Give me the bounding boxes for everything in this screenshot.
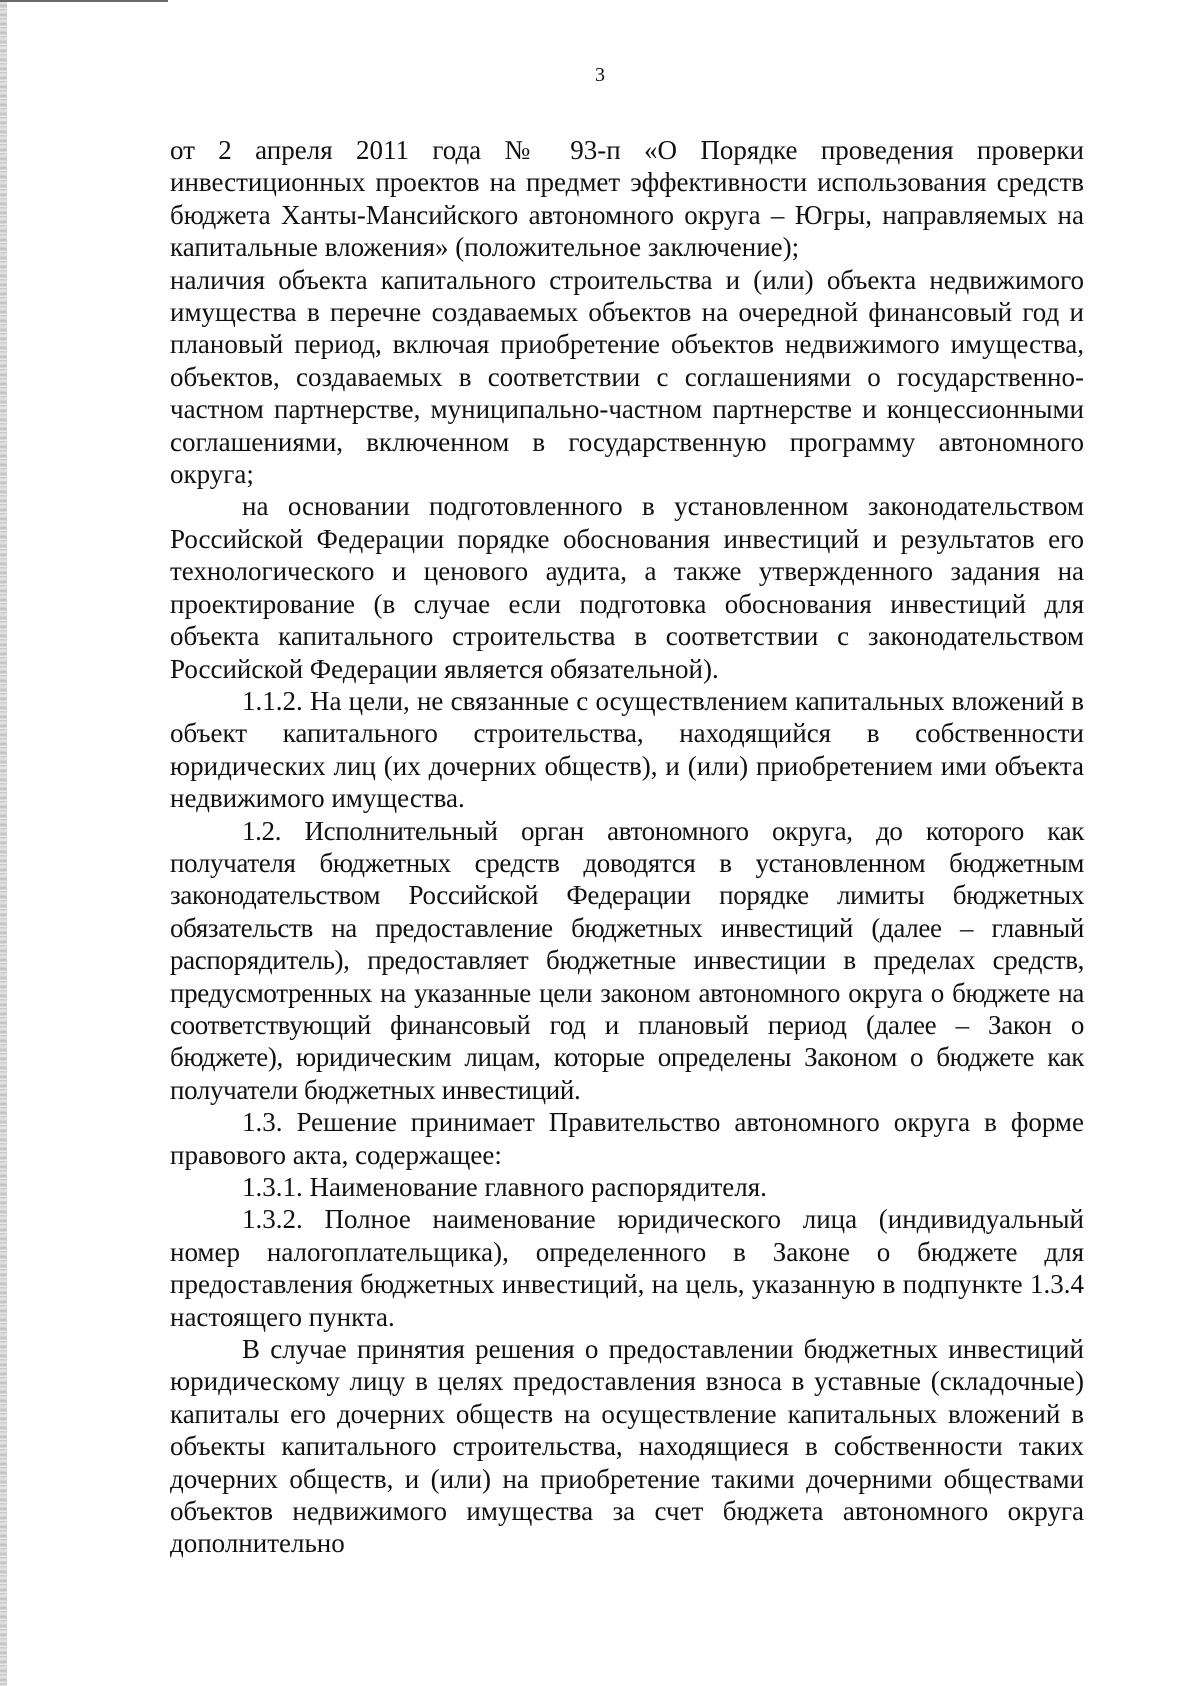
- paragraph-decree-reference: от 2 апреля 2011 года № 93-п «О Порядке проведения проверки инвестиционных проектов на предмет эффективности использования средств бюджета Ханты-Мансийского автономного округа – Югры, направляемых на капитальные вложения» (положительное заключение);: [170, 135, 1084, 263]
- scan-edge-shadow: [0, 0, 7, 1686]
- paragraph-1-3-2: 1.3.2. Полное наименование юридического лица (индивидуальный номер налогоплательщика), определенного в Законе о бюджете для предоставления бюджетных инвестиций, на цель, указанную в подпункте 1.3.4 настоящего пункта.: [170, 1204, 1084, 1332]
- paragraph-1-2: 1.2. Исполнительный орган автономного округа, до которого как получателя бюджетных средств доводятся в установленном бюджетным законодательством Российской Федерации порядке лимиты бюджетных обязательств на предоставление бюджетных инвестиций (далее – главный распорядитель), предоставляет бюджетные инвестиции в пределах средств, предусмотренных на указанные цели законом автономного округа о бюджете на соответствующий финансовый год и плановый период (далее – Закон о бюджете), юридическим лицам, которые определены Законом о бюджете как получатели бюджетных инвестиций.: [170, 815, 1084, 1105]
- paragraph-object-in-list: наличия объекта капитального строительства и (или) объекта недвижимого имущества в перечне создаваемых объектов на очередной финансовый год и плановый период, включая приобретение объектов недвижимого имущества, объектов, создаваемых в соответствии с соглашениями о государственно-частном партнерстве, муниципально-частном партнерстве и концессионными соглашениями, включенном в государственную программу автономного округа;: [170, 264, 1084, 490]
- paragraph-investment-justification: на основании подготовленного в установленном законодательством Российской Федерации порядке обоснования инвестиций и результатов его технологического и ценового аудита, а также утвержденного задания на проектирование (в случае если подготовка обоснования инвестиций для объекта капитального строительства в соответствии с законодательством Российской Федерации является обязательной).: [170, 491, 1084, 684]
- page-number: 3: [595, 64, 605, 86]
- paragraph-1-3: 1.3. Решение принимает Правительство автономного округа в форме правового акта, содержащее:: [170, 1107, 1084, 1170]
- scan-top-line: [0, 0, 168, 2]
- paragraph-1-3-1: 1.3.1. Наименование главного распорядителя.: [242, 1172, 767, 1202]
- paragraph-subsidiary-contribution: В случае принятия решения о предоставлении бюджетных инвестиций юридическому лицу в целях предоставления взноса в уставные (складочные) капиталы его дочерних обществ на осуществление капитальных вложений в объекты капитального строительства, находящиеся в собственности таких дочерних обществ, и (или) на приобретение такими дочерними обществами объектов недвижимого имущества за счет бюджета автономного округа дополнительно: [170, 1334, 1084, 1559]
- paragraph-1-1-2: 1.1.2. На цели, не связанные с осуществлением капитальных вложений в объект капитального строительства, находящийся в собственности юридических лиц (их дочерних обществ), и (или) приобретением ими объекта недвижимого имущества.: [170, 685, 1084, 814]
- document-body: [170, 134, 1084, 1560]
